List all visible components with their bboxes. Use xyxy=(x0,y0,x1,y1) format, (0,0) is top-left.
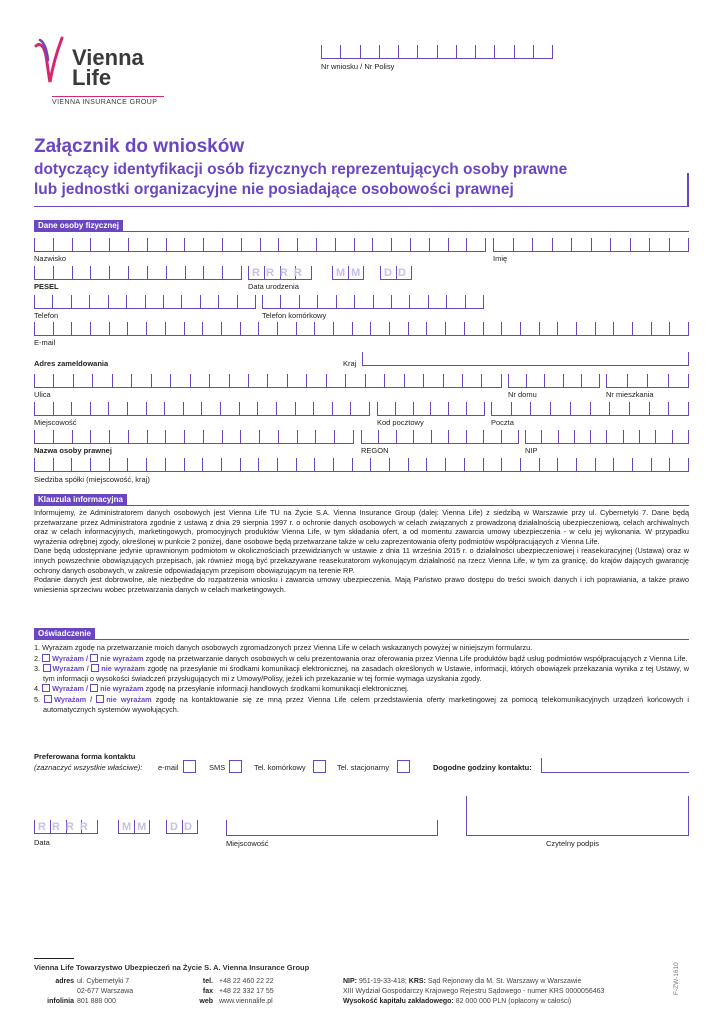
sign-date-month-hint: MM xyxy=(122,821,153,833)
policy-number-field[interactable] xyxy=(321,45,553,59)
sign-date-day-hint: DD xyxy=(170,821,198,833)
company-seat-label: Siedziba spółki (miejscowość, kraj) xyxy=(34,475,150,484)
regon-field[interactable] xyxy=(361,430,519,444)
company-name-field[interactable] xyxy=(34,430,354,444)
name-field[interactable] xyxy=(493,238,689,252)
signature-field[interactable] xyxy=(466,796,689,836)
regon-label: REGON xyxy=(361,446,389,455)
birthdate-label: Data urodzenia xyxy=(248,282,299,291)
statement-3-no-checkbox[interactable] xyxy=(91,664,99,672)
statement-3-checkbox[interactable] xyxy=(43,664,51,672)
phone-label: Telefon xyxy=(34,311,59,320)
contact-mobile-checkbox[interactable] xyxy=(313,760,326,773)
statement-4: 4. Wyrażam / nie wyrażam zgodę na przesyłanie informacji handlowych środkami komunikacji elektronicznej. xyxy=(34,684,409,694)
statement-5-checkbox[interactable] xyxy=(44,695,52,703)
page-subtitle-2: lub jednostki organizacyjne nie posiadające osobowości prawnej xyxy=(34,181,514,198)
email-field[interactable] xyxy=(34,322,689,336)
statement-4-checkbox[interactable] xyxy=(42,684,50,692)
footer-contact-labels: tel. fax web xyxy=(199,978,213,1005)
contact-email-label: e-mail xyxy=(158,763,179,772)
footer-contacts: +48 22 460 22 22 +48 22 332 17 55 www.viennalife.pl xyxy=(219,978,274,1005)
birthdate-month-hint: MM xyxy=(336,267,367,279)
brand-group: VIENNA INSURANCE GROUP xyxy=(52,99,158,106)
phone-field[interactable] xyxy=(34,295,256,309)
clause-paragraph-3: Podanie danych jest dobrowolne, ale niezbędne do rozpatrzenia wniosku i zawarcia umowy ubezpieczenia. Mają Państwo prawo dostępu do treści swoich danych i ich poprawiania, a także prawo wniesienia sprzeciwu wobec przetwarzania danych w celach marketingowych. xyxy=(34,575,689,594)
clause-paragraph-1: Informujemy, że Administratorem danych osobowych jest Vienna Life TU na Życie S.A. Vienna Insurance Group (dalej: Vienna Life) z siedzibą w Warszawie przy ul. Cybernetyki 7. Dane będą przetwarzane przez Administratora zgodnie z ustawą z dnia 29 sierpnia 1997 r. o ochronie danych osobowych w celach związanych z prowadzoną działalnością ubezpieczeniową, celach archiwalnych oraz w celach informacyjnych, marketingowych, promocyjnych produktów Vienna Life, w tym składania ofert, a od momentu zawarcia umowy ubezpieczenia - w celu jej wykonania. W przypadku wyrażenia odrębnej zgody, określonej w punkcie 2 poniżej, dane osobowe będą przetwarzane także w celu zaprezentowania oferty podmiotów współpracujących z Vienna Life. xyxy=(34,508,689,546)
birthdate-field[interactable] xyxy=(248,266,412,281)
mobile-field[interactable] xyxy=(262,295,484,309)
brand-line1: Vienna xyxy=(72,45,144,70)
statement-1: 1. Wyrażam zgodę na przetwarzanie moich danych osobowych zgromadzonych przez Vienna Life w celach wskazanych powyżej w niniejszym formularzu. xyxy=(34,643,533,652)
contact-hint: (zaznaczyć wszystkie właściwe): xyxy=(34,763,143,772)
post-office-label: Poczta xyxy=(491,418,514,427)
statement-5-no-checkbox[interactable] xyxy=(96,695,104,703)
address-label: Adres zameldowania xyxy=(34,359,109,368)
street-field[interactable] xyxy=(34,374,502,388)
footer-address-labels: adres infolinia xyxy=(47,978,74,1005)
city-field[interactable] xyxy=(34,402,370,416)
nip-field[interactable] xyxy=(525,430,689,444)
contact-email-checkbox[interactable] xyxy=(183,760,196,773)
statement-2-checkbox[interactable] xyxy=(42,654,50,662)
flat-number-field[interactable] xyxy=(606,374,689,388)
section-personal-data: Dane osoby fizycznej xyxy=(34,220,123,231)
surname-field[interactable] xyxy=(34,238,486,252)
pesel-label: PESEL xyxy=(34,282,59,291)
birthdate-year-hint: RRRR xyxy=(252,267,308,279)
company-name-label: Nazwa osoby prawnej xyxy=(34,446,112,455)
pesel-field[interactable] xyxy=(34,266,242,280)
house-number-label: Nr domu xyxy=(508,390,537,399)
signature-label: Czytelny podpis xyxy=(546,839,599,848)
mobile-label: Telefon komórkowy xyxy=(262,311,327,320)
logo-mark xyxy=(34,36,64,86)
country-field[interactable] xyxy=(362,352,689,366)
name-label: Imię xyxy=(493,254,508,263)
section-statement: Oświadczenie xyxy=(34,628,95,639)
email-label: E-mail xyxy=(34,338,56,347)
footer-company: Vienna Life Towarzystwo Ubezpieczeń na Życie S. A. Vienna Insurance Group xyxy=(34,963,310,972)
footer-address: ul. Cybernetyki 7 02-677 Warszawa 801 888 000 xyxy=(77,978,134,1005)
section-clause: Klauzula informacyjna xyxy=(34,494,127,505)
statement-4-no-checkbox[interactable] xyxy=(90,684,98,692)
surname-label: Nazwisko xyxy=(34,254,67,263)
statement-3: 3. Wyrażam / nie wyrażam zgodę na przesyłanie mi środkami komunikacji elektronicznej, na zasadach określonych w Ustawie, informacji, których obowiązek przekazania wynika z tej Ustawy, w tym informacji o wysokości świadczeń przysługujących mi z Umowy/Polisy, jeżeli ich przekazanie w tej formie wymaga uzyskania zgody. xyxy=(34,664,689,683)
contact-sms-checkbox[interactable] xyxy=(229,760,242,773)
policy-number-label: Nr wniosku / Nr Polisy xyxy=(321,62,395,71)
contact-sms-label: SMS xyxy=(209,763,226,772)
sign-date-field[interactable] xyxy=(34,820,198,836)
sign-date-year-hint: RRRR xyxy=(38,821,94,833)
form-code: F-ZW-1610 xyxy=(673,962,680,995)
contact-mobile-label: Tel. komórkowy xyxy=(254,763,306,772)
contact-hours-field[interactable] xyxy=(541,758,689,773)
sign-city-label: Miejscowość xyxy=(226,839,269,848)
street-label: Ulica xyxy=(34,390,51,399)
statement-5: 5. Wyrażam / nie wyrażam zgodę na kontaktowanie się ze mną przez Vienna Life celem przedstawienia oferty marketingowej za pomocą telekomunikacyjnych urządzeń końcowych i automatycznych systemów wywołujących. xyxy=(34,694,689,714)
contact-landline-label: Tel. stacjonarny xyxy=(337,763,390,772)
postcode-field[interactable] xyxy=(377,402,485,416)
page-title: Załącznik do wniosków xyxy=(34,136,245,157)
contact-hours-label: Dogodne godziny kontaktu: xyxy=(433,763,532,772)
postcode-label: Kod pocztowy xyxy=(377,418,424,427)
logo xyxy=(34,36,174,108)
contact-title: Preferowana forma kontaktu xyxy=(34,752,136,761)
country-label: Kraj xyxy=(343,359,357,368)
birthdate-day-hint: DD xyxy=(384,267,412,279)
house-number-field[interactable] xyxy=(508,374,600,388)
sign-city-field[interactable] xyxy=(226,820,438,836)
statement-2-no-checkbox[interactable] xyxy=(90,654,98,662)
clause-paragraph-2: Dane będą udostępniane jedynie uprawnionym podmiotom w okolicznościach przewidzianych w ustawie z dnia 11 września 2015 r. o działalności ubezpieczeniowej i reasekuracyjnej (Ustawa) oraz w innych powszechnie obowiązujących przepisach, jak również mogą być przekazywane reasekuratorom wykonującym działalność na rzecz Vienna Life, w tym za granicę, do krajów dających gwarancję ochrony danych osobowych, w zakresie odpowiadającym przepisom obowiązującym na terenie RP. xyxy=(34,546,689,575)
sign-date-label: Data xyxy=(34,838,50,847)
brand-line2: Life xyxy=(72,65,112,90)
statement-2: 2. Wyrażam / nie wyrażam zgodę na przetwarzanie danych osobowych w celu prezentowania oraz oferowania przez Vienna Life produktów bądź usług podmiotów współpracujących z Vienna Life. xyxy=(34,653,688,663)
city-label: Miejscowość xyxy=(34,418,77,427)
company-seat-field[interactable] xyxy=(34,458,689,472)
page-subtitle-1: dotyczący identyfikacji osób fizycznych reprezentujących osoby prawne xyxy=(34,161,568,178)
footer-registry: NIP: 951-19-33-418; KRS: Sąd Rejonowy dla M. St. Warszawy w Warszawie XIII Wydział Gospodarczy Krajowego Rejestru Sądowego - numer KRS 0000056463 Wysokość kapitału zakładowego: 82 000 000 PLN (opłacony w całości) xyxy=(343,978,605,1005)
nip-label: NIP xyxy=(525,446,538,455)
flat-number-label: Nr mieszkania xyxy=(606,390,654,399)
post-office-field[interactable] xyxy=(491,402,689,416)
contact-landline-checkbox[interactable] xyxy=(397,760,410,773)
